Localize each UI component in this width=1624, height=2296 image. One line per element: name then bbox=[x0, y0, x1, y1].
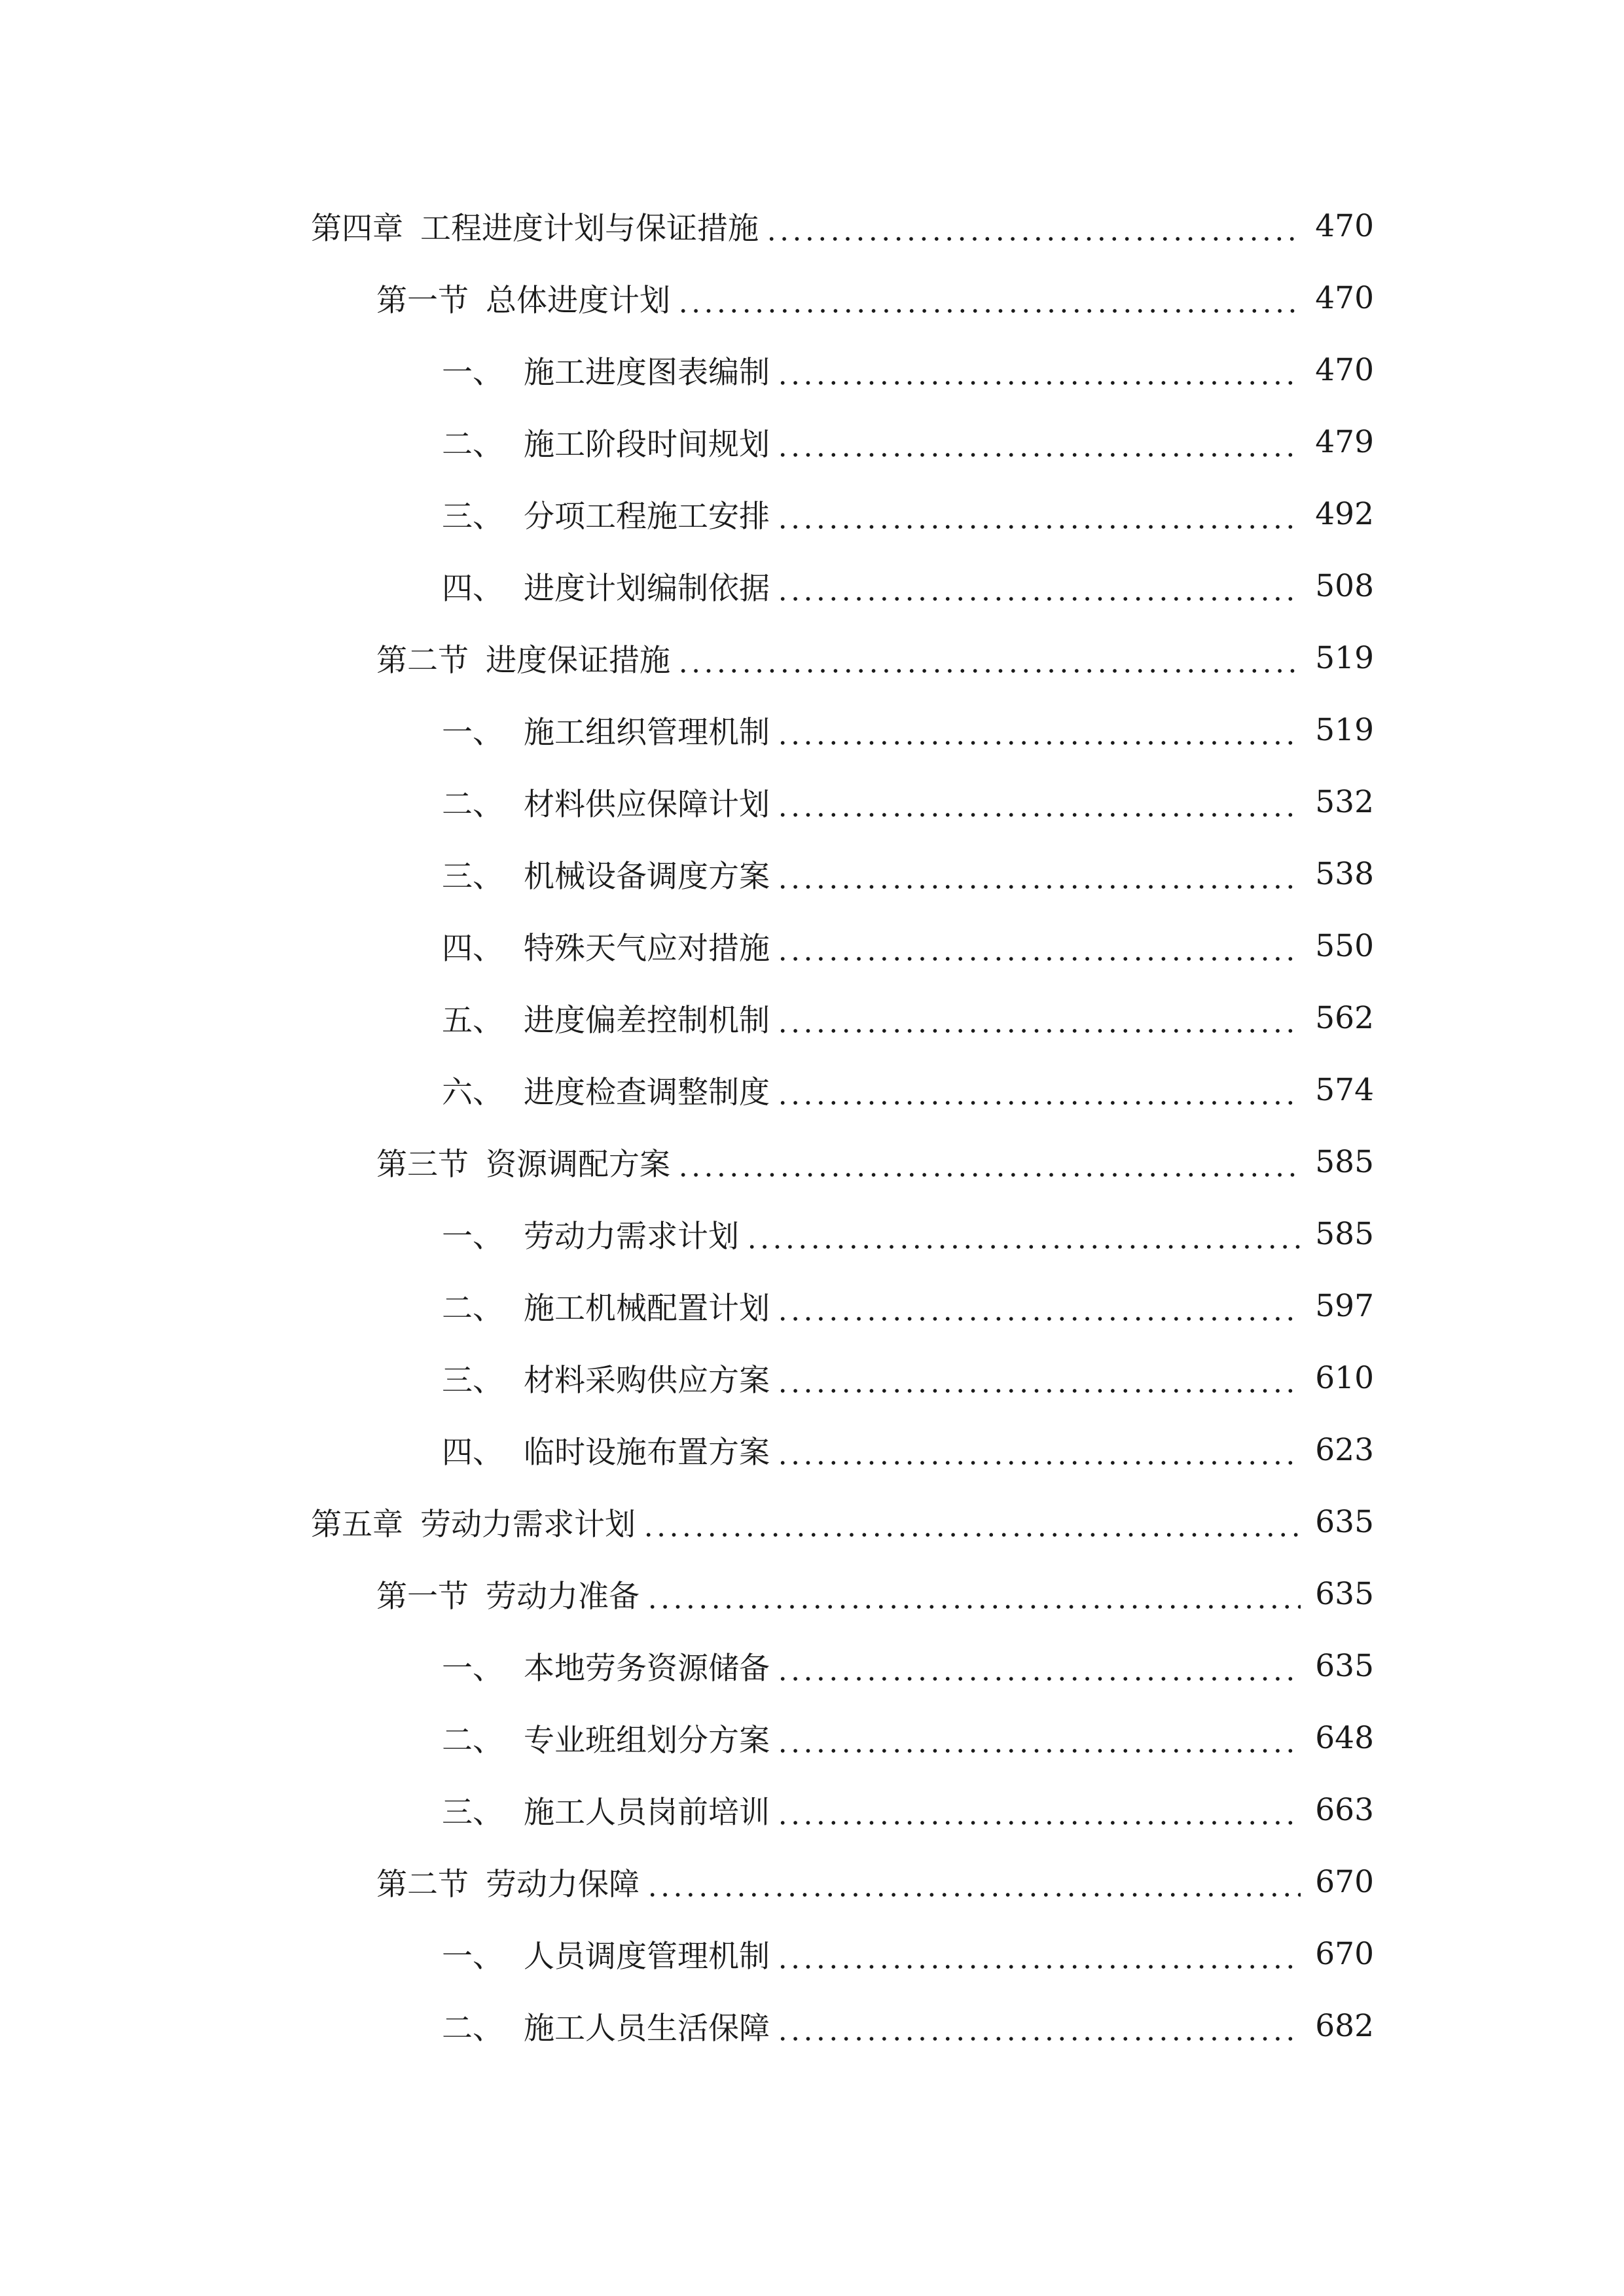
toc-subsection-entry[interactable] bbox=[0, 1198, 1624, 1270]
toc-entry-number: 二、 bbox=[442, 786, 503, 823]
toc-entry-page: 585 bbox=[1315, 1143, 1374, 1180]
dot-leader bbox=[677, 643, 1301, 673]
toc-entry-title: 施工人员生活保障 bbox=[524, 2010, 770, 2047]
toc-entry-number: 一、 bbox=[442, 354, 503, 391]
toc-entry-number: 一、 bbox=[442, 1650, 503, 1687]
toc-entry-page: 585 bbox=[1315, 1215, 1374, 1252]
toc-entry-page: 532 bbox=[1315, 783, 1374, 820]
toc-entry-page: 635 bbox=[1315, 1575, 1374, 1612]
toc-subsection-entry[interactable] bbox=[0, 550, 1624, 622]
toc-entry-page: 635 bbox=[1315, 1503, 1374, 1540]
toc-entry-page: 574 bbox=[1315, 1071, 1374, 1108]
toc-chapter-entry[interactable] bbox=[0, 190, 1624, 262]
dot-leader bbox=[776, 1795, 1301, 1825]
dot-leader bbox=[776, 1291, 1301, 1321]
toc-section-entry[interactable] bbox=[0, 262, 1624, 334]
toc-entry-page: 663 bbox=[1315, 1791, 1374, 1828]
dot-leader bbox=[746, 1219, 1301, 1249]
toc-entry-number: 第二节 bbox=[376, 1866, 469, 1903]
toc-entry-number: 一、 bbox=[442, 1938, 503, 1975]
toc-entry-page: 470 bbox=[1315, 351, 1374, 388]
dot-leader bbox=[776, 715, 1301, 745]
dot-leader bbox=[776, 787, 1301, 817]
toc-entry-page: 519 bbox=[1315, 711, 1374, 748]
toc-entry-number: 一、 bbox=[442, 1218, 503, 1255]
toc-entry-title: 材料采购供应方案 bbox=[524, 1362, 770, 1399]
toc-entry-title: 本地劳务资源储备 bbox=[524, 1650, 770, 1687]
toc-section-entry[interactable] bbox=[0, 622, 1624, 694]
toc-subsection-entry[interactable] bbox=[0, 1702, 1624, 1774]
toc-entry-title: 劳动力需求计划 bbox=[524, 1218, 739, 1255]
toc-entry-title: 施工进度图表编制 bbox=[524, 354, 770, 391]
toc-subsection-entry[interactable] bbox=[0, 1414, 1624, 1486]
toc-section-entry[interactable] bbox=[0, 1558, 1624, 1630]
dot-leader bbox=[776, 1075, 1301, 1105]
dot-leader bbox=[776, 1723, 1301, 1753]
dot-leader bbox=[776, 2011, 1301, 2041]
dot-leader bbox=[776, 355, 1301, 386]
toc-entry-title: 机械设备调度方案 bbox=[524, 858, 770, 895]
toc-entry-number: 五、 bbox=[442, 1002, 503, 1039]
toc-entry-page: 610 bbox=[1315, 1359, 1374, 1396]
toc-entry-page: 635 bbox=[1315, 1647, 1374, 1684]
toc-subsection-entry[interactable] bbox=[0, 694, 1624, 766]
toc-subsection-entry[interactable] bbox=[0, 1918, 1624, 1990]
toc-entry-title: 临时设施布置方案 bbox=[524, 1434, 770, 1471]
toc-entry-page: 597 bbox=[1315, 1287, 1374, 1324]
toc-entry-page: 670 bbox=[1315, 1935, 1374, 1972]
dot-leader bbox=[776, 859, 1301, 889]
toc-subsection-entry[interactable] bbox=[0, 838, 1624, 910]
dot-leader bbox=[646, 1867, 1301, 1897]
toc-entry-number: 一、 bbox=[442, 714, 503, 751]
toc-entry-title: 施工组织管理机制 bbox=[524, 714, 770, 751]
dot-leader bbox=[776, 571, 1301, 601]
toc-entry-title: 进度检查调整制度 bbox=[524, 1074, 770, 1111]
dot-leader bbox=[776, 1939, 1301, 1969]
table-of-contents bbox=[0, 190, 1624, 2062]
toc-entry-page: 519 bbox=[1315, 639, 1374, 676]
toc-entry-title: 劳动力保障 bbox=[486, 1866, 640, 1903]
dot-leader bbox=[677, 283, 1301, 314]
toc-entry-page: 470 bbox=[1315, 279, 1374, 316]
toc-entry-page: 670 bbox=[1315, 1863, 1374, 1900]
dot-leader bbox=[776, 1651, 1301, 1681]
toc-subsection-entry[interactable] bbox=[0, 406, 1624, 478]
toc-entry-number: 第一节 bbox=[376, 282, 469, 319]
toc-subsection-entry[interactable] bbox=[0, 1342, 1624, 1414]
toc-subsection-entry[interactable] bbox=[0, 1630, 1624, 1702]
dot-leader bbox=[677, 1147, 1301, 1177]
toc-chapter-entry[interactable] bbox=[0, 1486, 1624, 1558]
toc-section-entry[interactable] bbox=[0, 1126, 1624, 1198]
toc-entry-title: 资源调配方案 bbox=[486, 1146, 670, 1183]
toc-entry-page: 538 bbox=[1315, 855, 1374, 892]
toc-entry-title: 施工机械配置计划 bbox=[524, 1290, 770, 1327]
toc-entry-title: 总体进度计划 bbox=[486, 282, 670, 319]
dot-leader bbox=[776, 1363, 1301, 1393]
toc-entry-number: 第一节 bbox=[376, 1578, 469, 1615]
toc-entry-number: 三、 bbox=[442, 1794, 503, 1831]
toc-entry-title: 人员调度管理机制 bbox=[524, 1938, 770, 1975]
toc-entry-page: 479 bbox=[1315, 423, 1374, 460]
toc-entry-number: 二、 bbox=[442, 1290, 503, 1327]
dot-leader bbox=[646, 1579, 1301, 1609]
toc-subsection-entry[interactable] bbox=[0, 982, 1624, 1054]
toc-entry-page: 470 bbox=[1315, 207, 1374, 244]
dot-leader bbox=[765, 211, 1301, 242]
toc-entry-title: 施工人员岗前培训 bbox=[524, 1794, 770, 1831]
toc-entry-number: 二、 bbox=[442, 2010, 503, 2047]
toc-entry-title: 进度偏差控制机制 bbox=[524, 1002, 770, 1039]
toc-subsection-entry[interactable] bbox=[0, 1990, 1624, 2062]
dot-leader bbox=[642, 1507, 1301, 1537]
toc-section-entry[interactable] bbox=[0, 1846, 1624, 1918]
toc-entry-number: 四、 bbox=[442, 1434, 503, 1471]
dot-leader bbox=[776, 499, 1301, 529]
toc-entry-title: 劳动力准备 bbox=[486, 1578, 640, 1615]
toc-entry-page: 648 bbox=[1315, 1719, 1374, 1756]
toc-subsection-entry[interactable] bbox=[0, 1774, 1624, 1846]
dot-leader bbox=[776, 427, 1301, 457]
toc-entry-page: 508 bbox=[1315, 567, 1374, 604]
toc-entry-title: 材料供应保障计划 bbox=[524, 786, 770, 823]
toc-entry-number: 三、 bbox=[442, 858, 503, 895]
toc-entry-number: 第三节 bbox=[376, 1146, 469, 1183]
toc-entry-title: 专业班组划分方案 bbox=[524, 1722, 770, 1759]
toc-entry-page: 562 bbox=[1315, 999, 1374, 1036]
toc-entry-title: 进度保证措施 bbox=[486, 642, 670, 679]
toc-entry-number: 四、 bbox=[442, 570, 503, 607]
toc-subsection-entry[interactable] bbox=[0, 766, 1624, 838]
toc-entry-number: 三、 bbox=[442, 498, 503, 535]
toc-entry-number: 第二节 bbox=[376, 642, 469, 679]
toc-entry-title: 工程进度计划与保证措施 bbox=[420, 210, 759, 247]
toc-subsection-entry[interactable] bbox=[0, 910, 1624, 982]
toc-entry-page: 492 bbox=[1315, 495, 1374, 532]
toc-subsection-entry[interactable] bbox=[0, 478, 1624, 550]
toc-entry-title: 进度计划编制依据 bbox=[524, 570, 770, 607]
toc-entry-title: 施工阶段时间规划 bbox=[524, 426, 770, 463]
toc-entry-number: 二、 bbox=[442, 1722, 503, 1759]
toc-entry-number: 三、 bbox=[442, 1362, 503, 1399]
toc-entry-number: 六、 bbox=[442, 1074, 503, 1111]
toc-entry-number: 四、 bbox=[442, 930, 503, 967]
toc-entry-title: 分项工程施工安排 bbox=[524, 498, 770, 535]
toc-entry-number: 第五章 bbox=[311, 1506, 403, 1543]
toc-entry-number: 二、 bbox=[442, 426, 503, 463]
toc-entry-title: 劳动力需求计划 bbox=[420, 1506, 636, 1543]
dot-leader bbox=[776, 1003, 1301, 1033]
toc-entry-page: 550 bbox=[1315, 927, 1374, 964]
toc-subsection-entry[interactable] bbox=[0, 1270, 1624, 1342]
toc-subsection-entry[interactable] bbox=[0, 334, 1624, 406]
dot-leader bbox=[776, 1435, 1301, 1465]
toc-entry-number: 第四章 bbox=[311, 210, 403, 247]
toc-subsection-entry[interactable] bbox=[0, 1054, 1624, 1126]
toc-entry-page: 682 bbox=[1315, 2007, 1374, 2044]
toc-entry-page: 623 bbox=[1315, 1431, 1374, 1468]
toc-entry-title: 特殊天气应对措施 bbox=[524, 930, 770, 967]
dot-leader bbox=[776, 931, 1301, 961]
